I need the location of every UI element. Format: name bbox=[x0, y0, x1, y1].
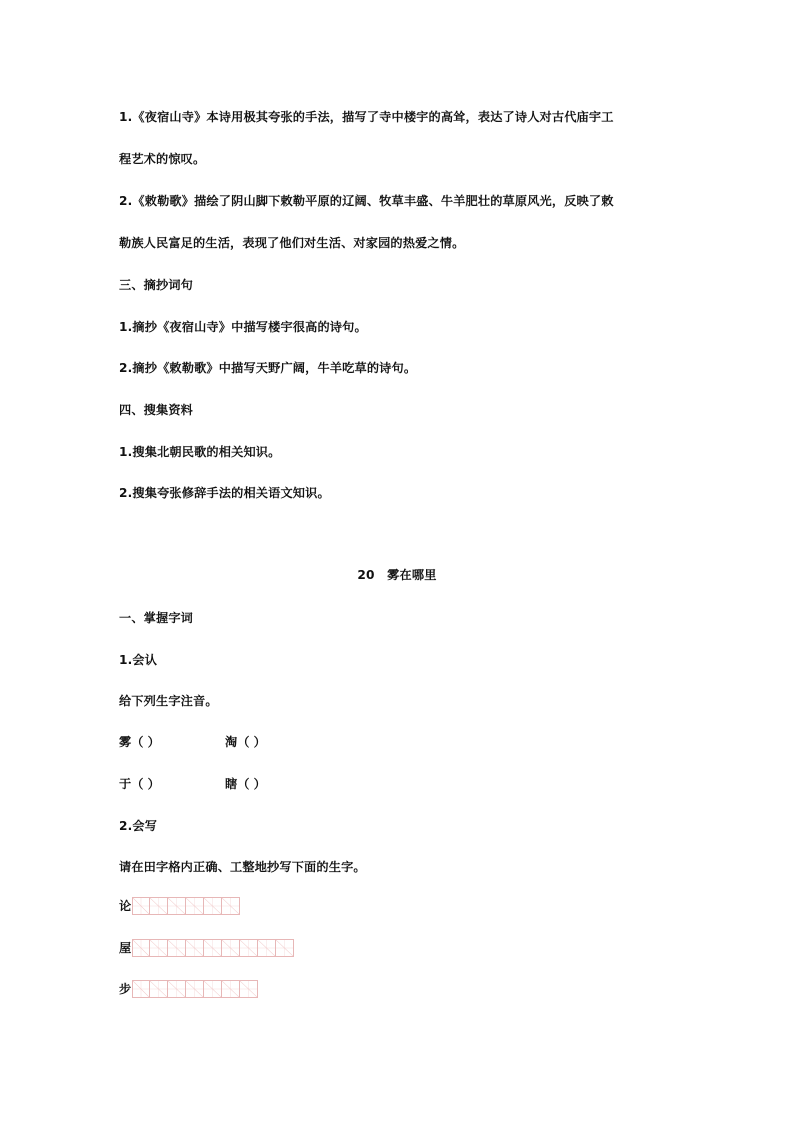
tianzige-cell[interactable] bbox=[276, 939, 294, 957]
tianzige-cell[interactable] bbox=[132, 939, 150, 957]
tianzige-cell[interactable] bbox=[222, 897, 240, 915]
tianzige-cell[interactable] bbox=[204, 980, 222, 998]
tianzige-cell[interactable] bbox=[240, 939, 258, 957]
lesson-heading-1: 一、掌握字词 bbox=[119, 611, 194, 625]
instruction-pinyin: 给下列生字注音。 bbox=[119, 694, 218, 708]
tianzige-cell[interactable] bbox=[132, 897, 150, 915]
pinyin-blank[interactable]: （ ） bbox=[237, 777, 266, 791]
tianzige-cell[interactable] bbox=[186, 897, 204, 915]
tianzige-grid[interactable] bbox=[132, 980, 258, 998]
item2-line1: 2.《敕勒歌》描绘了阴山脚下敕勒平原的辽阔、牧草丰盛、牛羊肥壮的草原风光，反映了敕 bbox=[119, 194, 614, 208]
subheading-write: 2.会写 bbox=[119, 819, 158, 833]
copy-task-2: 2.摘抄《敕勒歌》中描写天野广阔，牛羊吃草的诗句。 bbox=[119, 361, 417, 375]
item1-line1: 1.《夜宿山寺》本诗用极其夸张的手法，描写了寺中楼宇的高耸，表达了诗人对古代庙宇工 bbox=[119, 110, 614, 124]
copy-task-1: 1.摘抄《夜宿山寺》中描写楼宇很高的诗句。 bbox=[119, 320, 367, 334]
tianzige-cell[interactable] bbox=[240, 980, 258, 998]
writing-char: 屋 bbox=[119, 941, 132, 955]
tianzige-cell[interactable] bbox=[222, 980, 240, 998]
tianzige-cell[interactable] bbox=[186, 939, 204, 957]
item2-line2: 勒族人民富足的生活，表现了他们对生活、对家园的热爱之情。 bbox=[119, 236, 465, 250]
tianzige-cell[interactable] bbox=[150, 980, 168, 998]
writing-row bbox=[119, 895, 240, 915]
item1-line2: 程艺术的惊叹。 bbox=[119, 152, 206, 166]
writing-char: 步 bbox=[119, 982, 132, 996]
tianzige-cell[interactable] bbox=[168, 980, 186, 998]
tianzige-cell[interactable] bbox=[168, 897, 186, 915]
pinyin-item bbox=[225, 733, 266, 751]
pinyin-item bbox=[119, 775, 160, 793]
tianzige-cell[interactable] bbox=[222, 939, 240, 957]
writing-char: 论 bbox=[119, 899, 132, 913]
tianzige-cell[interactable] bbox=[258, 939, 276, 957]
pinyin-char: 瞎 bbox=[225, 777, 238, 791]
writing-row bbox=[119, 937, 294, 957]
writing-row bbox=[119, 978, 258, 998]
tianzige-cell[interactable] bbox=[204, 939, 222, 957]
pinyin-item bbox=[119, 733, 160, 751]
tianzige-cell[interactable] bbox=[168, 939, 186, 957]
tianzige-cell[interactable] bbox=[132, 980, 150, 998]
tianzige-cell[interactable] bbox=[186, 980, 204, 998]
subheading-recognize: 1.会认 bbox=[119, 653, 158, 667]
pinyin-blank[interactable]: （ ） bbox=[237, 735, 266, 749]
section3-heading: 三、摘抄词句 bbox=[119, 278, 194, 292]
lesson-title: 20 雾在哪里 bbox=[357, 568, 437, 582]
collect-task-2: 2.搜集夸张修辞手法的相关语文知识。 bbox=[119, 486, 330, 500]
instruction-write: 请在田字格内正确、工整地抄写下面的生字。 bbox=[119, 860, 366, 874]
tianzige-cell[interactable] bbox=[150, 897, 168, 915]
tianzige-grid[interactable] bbox=[132, 897, 240, 915]
tianzige-grid[interactable] bbox=[132, 939, 294, 957]
section4-heading: 四、搜集资料 bbox=[119, 403, 194, 417]
collect-task-1: 1.搜集北朝民歌的相关知识。 bbox=[119, 445, 281, 459]
pinyin-blank[interactable]: （ ） bbox=[131, 735, 160, 749]
tianzige-cell[interactable] bbox=[150, 939, 168, 957]
pinyin-char: 雾 bbox=[119, 735, 132, 749]
pinyin-item bbox=[225, 775, 266, 793]
pinyin-blank[interactable]: （ ） bbox=[131, 777, 160, 791]
tianzige-cell[interactable] bbox=[204, 897, 222, 915]
pinyin-char: 于 bbox=[119, 777, 132, 791]
pinyin-char: 淘 bbox=[225, 735, 238, 749]
